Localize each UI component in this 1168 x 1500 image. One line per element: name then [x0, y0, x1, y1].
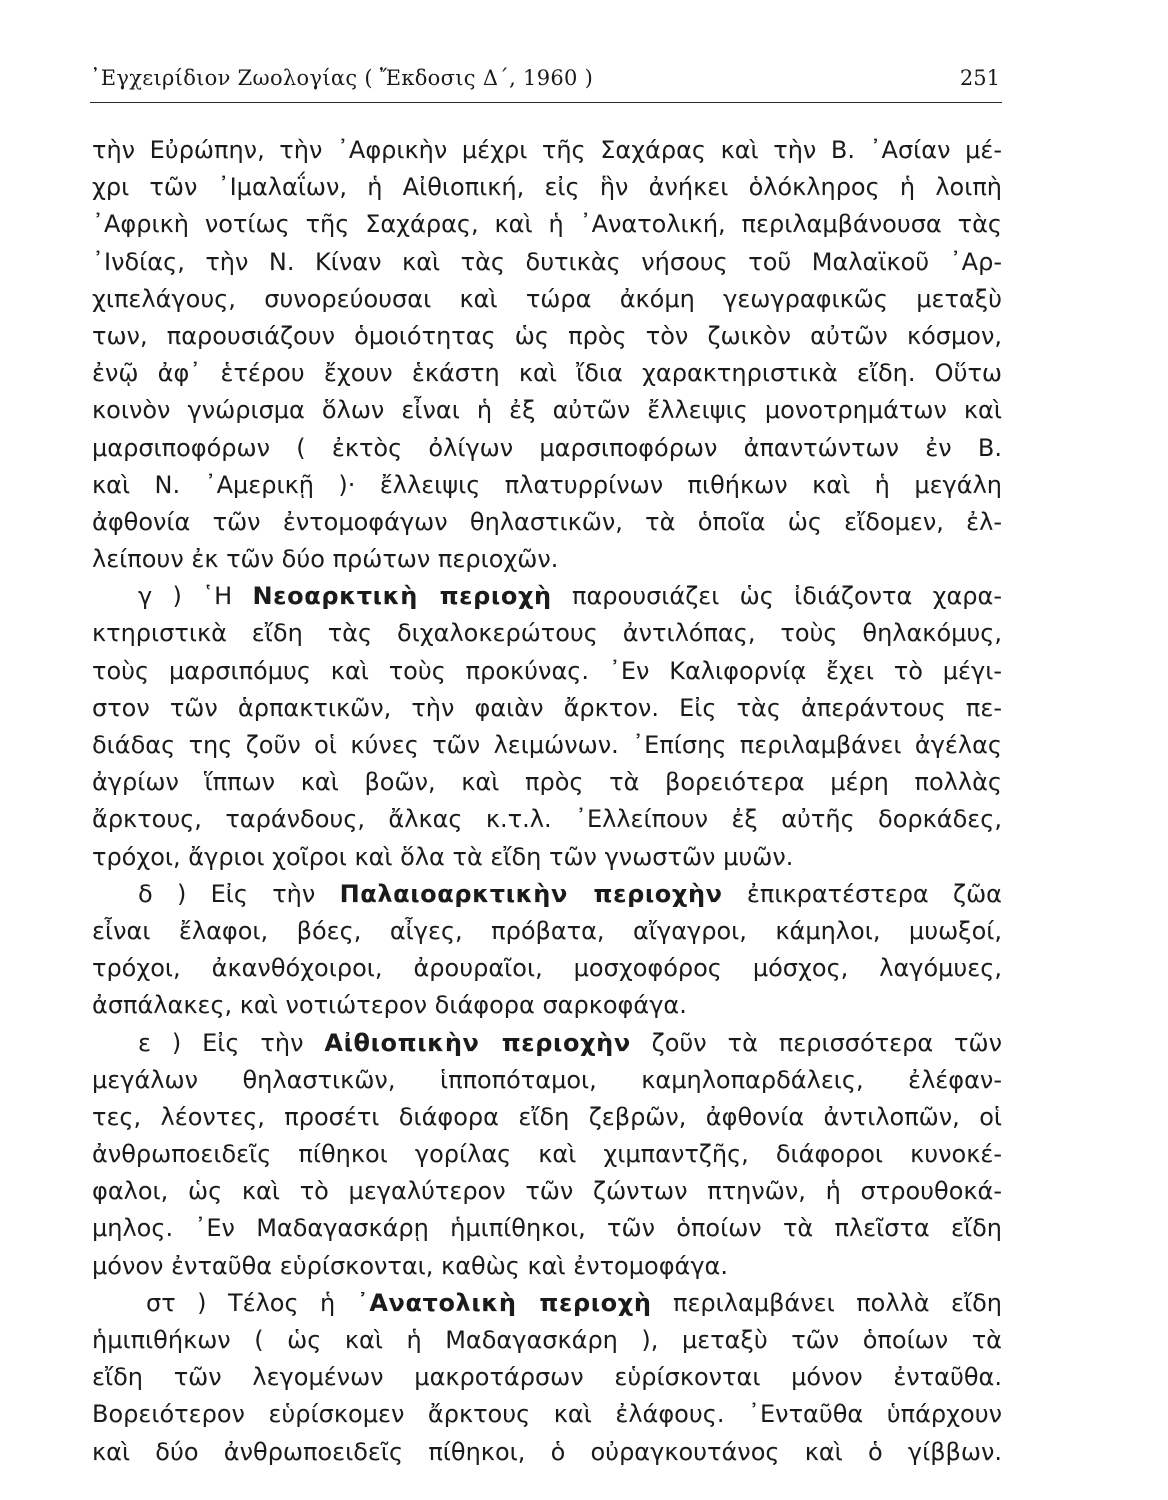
running-header: [90, 62, 1002, 103]
text-line: ἄρκτους, ταράνδους, ἄλκας κ.τ.λ. ᾿Ελλείπουν ἐξ αὐτῆς δορκάδες,: [92, 805, 1002, 834]
text-line: ἀνθρωποειδεῖς πίθηκοι γορίλας καὶ χιμπαντζῆς, διάφοροι κυνοκέ-: [92, 1140, 1002, 1169]
text-line: [92, 876, 1002, 913]
text-line: χρι τῶν ᾿Ιμαλαΐων, ἡ Αἰθιοπική, εἰς ἣν ἀνήκει ὁλόκληρος ἡ λοιπὴ: [92, 173, 1002, 202]
section-label: ε ) Εἰς τὴν: [138, 1028, 325, 1057]
region-name: Παλαιοαρκτικὴν περιοχὴν: [339, 879, 723, 908]
text-line: τὴν Εὐρώπην, τὴν ᾿Αφρικὴν μέχρι τῆς Σαχάρας καὶ τὴν Β. ᾿Ασίαν μέ-: [92, 136, 1002, 164]
line-text: ζοῦν τὰ περισσότερα τῶν: [630, 1028, 1002, 1057]
text-line: καὶ Ν. ᾿Αμερικῇ )· ἔλλειψις πλατυρρίνων πιθήκων καὶ ἡ μεγάλη: [92, 470, 1002, 499]
text-line: ἡμιπιθήκων ( ὡς καὶ ἡ Μαδαγασκάρη ), μεταξὺ τῶν ὁποίων τὰ: [92, 1326, 1002, 1354]
page-number: 251: [959, 66, 1000, 90]
text-line: [92, 1025, 1002, 1062]
text-line: τρόχοι, ἄγριοι χοῖροι καὶ ὅλα τὰ εἴδη τῶν γνωστῶν μυῶν.: [92, 842, 794, 871]
text-line: διάδας της ζοῦν οἱ κύνες τῶν λειμώνων. ᾿Επίσης περιλαμβάνει ἀγέλας: [92, 731, 1002, 759]
text-line: ἀσπάλακες, καὶ νοτιώτερον διάφορα σαρκοφάγα.: [92, 991, 687, 1020]
text-line: Βορειότερον εὑρίσκομεν ἄρκτους καὶ ἐλάφους. ᾿Ενταῦθα ὑπάρχουν: [92, 1400, 1002, 1429]
text-line: τες, λέοντες, προσέτι διάφορα εἴδη ζεβρῶν, ἀφθονία ἀντιλοπῶν, οἱ: [92, 1102, 1002, 1131]
text-line: χιπελάγους, συνορεύουσαι καὶ τώρα ἀκόμη γεωγραφικῶς μεταξὺ: [92, 284, 1002, 313]
text-line: μεγάλων θηλαστικῶν, ἱπποπόταμοι, καμηλοπαρδάλεις, ἐλέφαν-: [92, 1065, 1002, 1094]
text-line: [92, 578, 1002, 615]
text-line: καὶ δύο ἀνθρωποειδεῖς πίθηκοι, ὁ οὐραγκουτάνος καὶ ὁ γίββων.: [92, 1437, 1002, 1466]
region-name: ᾿Ανατολικὴ περιοχὴ: [356, 1288, 652, 1317]
text-line: κοινὸν γνώρισμα ὅλων εἶναι ἡ ἐξ αὐτῶν ἔλλειψις μονοτρημάτων καὶ: [92, 396, 1002, 425]
region-name: Νεοαρκτικὴ περιοχὴ: [252, 582, 552, 611]
text-line: φαλοι, ὡς καὶ τὸ μεγαλύτερον τῶν ζώντων πτηνῶν, ἡ στρουθοκά-: [92, 1177, 1002, 1206]
text-line: κτηριστικὰ εἴδη τὰς διχαλοκερώτους ἀντιλόπας, τοὺς θηλακόμυς,: [92, 619, 1002, 648]
text-line: στον τῶν ἁρπακτικῶν, τὴν φαιὰν ἄρκτον. Εἰς τὰς ἀπεράντους πε-: [92, 693, 1002, 722]
book-title: ᾿Εγχειρίδιον Ζωολογίας ( Ἔκδοσις Δ΄, 1960 ): [90, 66, 594, 90]
text-line: [92, 1285, 1002, 1322]
text-line: τρόχοι, ἀκανθόχοιροι, ἀρουραῖοι, μοσχοφόρος μόσχος, λαγόμυες,: [92, 954, 1002, 983]
text-line: μόνον ἐνταῦθα εὑρίσκονται, καθὼς καὶ ἐντομοφάγα.: [92, 1251, 728, 1280]
line-text: ἐπικρατέστερα ζῶα: [722, 879, 1002, 908]
text-line: ἀφθονία τῶν ἐντομοφάγων θηλαστικῶν, τὰ ὁποῖα ὡς εἴδομεν, ἐλ-: [92, 507, 1002, 536]
text-line: εἴδη τῶν λεγομένων μακροτάρσων εὑρίσκονται μόνον ἐνταῦθα.: [92, 1363, 1002, 1392]
text-line: των, παρουσιάζουν ὁμοιότητας ὡς πρὸς τὸν ζωικὸν αὐτῶν κόσμον,: [92, 321, 1002, 350]
text-line: τοὺς μαρσιπόμυς καὶ τοὺς προκύνας. ᾿Εν Καλιφορνίᾳ ἔχει τὸ μέγι-: [92, 656, 1002, 685]
text-line: ἐνῷ ἀφ᾿ ἑτέρου ἔχουν ἑκάστη καὶ ἴδια χαρακτηριστικὰ εἴδη. Οὕτω: [92, 359, 1002, 388]
body-text: [92, 132, 1002, 1471]
section-label: γ ) ῾Η: [138, 582, 253, 611]
region-name: Αἰθιοπικὴν περιοχὴν: [324, 1028, 631, 1057]
section-label: δ ) Εἰς τὴν: [138, 879, 340, 908]
text-line: μαρσιποφόρων ( ἐκτὸς ὀλίγων μαρσιποφόρων ἀπαντώντων ἐν Β.: [92, 433, 1002, 462]
text-line: ᾿Ινδίας, τὴν Ν. Κίναν καὶ τὰς δυτικὰς νήσους τοῦ Μαλαϊκοῦ ᾿Αρ-: [92, 247, 1002, 276]
text-line: ᾿Αφρικὴ νοτίως τῆς Σαχάρας, καὶ ἡ ᾿Ανατολική, περιλαμβάνουσα τὰς: [92, 210, 1002, 239]
text-line: ἀγρίων ἵππων καὶ βοῶν, καὶ πρὸς τὰ βορειότερα μέρη πολλὰς: [92, 768, 1002, 797]
section-label: στ ) Τέλος ἡ: [146, 1288, 357, 1317]
text-line: μηλος. ᾿Εν Μαδαγασκάρῃ ἡμιπίθηκοι, τῶν ὁποίων τὰ πλεῖστα εἴδη: [92, 1214, 1002, 1243]
text-line: λείπουν ἐκ τῶν δύο πρώτων περιοχῶν.: [92, 545, 559, 574]
line-text: παρουσιάζει ὡς ἰδιάζοντα χαρα-: [551, 582, 1002, 611]
line-text: περιλαμβάνει πολλὰ εἴδη: [651, 1288, 1002, 1317]
text-line: εἶναι ἔλαφοι, βόες, αἶγες, πρόβατα, αἴγαγροι, κάμηλοι, μυωξοί,: [92, 916, 1002, 945]
